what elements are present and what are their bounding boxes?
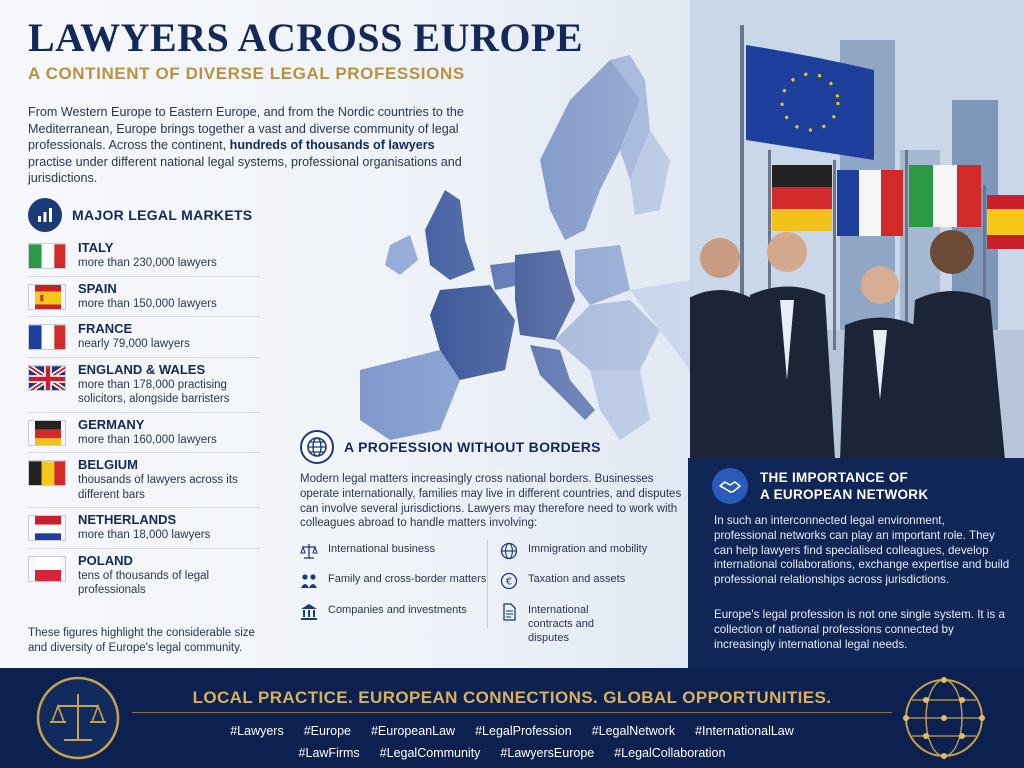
borders-heading — [300, 430, 601, 464]
market-desc: more than 160,000 lawyers — [78, 433, 217, 446]
hashtag: #LegalCollaboration — [614, 746, 726, 760]
markets-note: These figures highlight the considerable size and diversity of Europe's legal community. — [28, 627, 255, 654]
market-desc: more than 18,000 lawyers — [78, 529, 211, 541]
italy-flag-icon — [28, 243, 66, 269]
market-name: NETHERLANDS — [78, 512, 177, 527]
network-panel — [688, 458, 1024, 668]
market-item-germany — [28, 413, 260, 454]
network-paragraph-2: Europe's legal profession is not one single system. It is a collection of national professions connected by increasingly international legal needs. — [714, 608, 1005, 651]
topic-item — [300, 572, 486, 590]
footer-banner — [0, 668, 1024, 768]
market-item-belgium — [28, 453, 260, 508]
france-flag-icon — [28, 324, 66, 350]
market-name: POLAND — [78, 552, 133, 568]
hashtag: #LegalCommunity — [379, 746, 481, 760]
scales-icon — [300, 542, 318, 560]
markets-heading-text: MAJOR LEGAL MARKETS — [72, 207, 253, 223]
page-title: LAWYERS ACROSS EUROPE — [28, 15, 584, 60]
poland-flag-icon — [28, 556, 66, 582]
family-icon — [300, 572, 318, 590]
market-desc: tens of thousands of legal professionals — [78, 569, 210, 596]
footer-divider — [132, 712, 892, 713]
network-title — [760, 469, 928, 503]
hashtag: #Lawyers — [230, 724, 284, 738]
business-people-scene — [690, 0, 1024, 460]
belgium-flag-icon — [28, 460, 66, 486]
germany-flag-icon — [28, 420, 66, 446]
markets-list — [28, 236, 260, 603]
hashtag: #LawyersEurope — [500, 746, 595, 760]
network-title-line2: A EUROPEAN NETWORK — [760, 487, 929, 502]
intro-text-end: practise under different national legal systems, professional organisations and jurisdictions. — [28, 154, 462, 185]
handshake-icon — [712, 468, 748, 504]
market-item-poland — [28, 549, 260, 603]
uk-flag-icon — [28, 365, 66, 391]
borders-paragraph: Modern legal matters increasingly cross national borders. Businesses operate internationally, families may live in different countries, and disputes can involve several jurisdictions. Lawyers may therefore need to work with colleagues abroad to handle matters involving: — [300, 473, 682, 530]
network-paragraph-1: In such an interconnected legal environment, professional networks can play an important role. They can help lawyers find specialised colleagues, develop international collaborations, exchange expertise and build professional relationships across jurisdictions. — [714, 514, 1010, 587]
market-item-netherlands — [28, 508, 260, 549]
market-name: GERMANY — [78, 416, 145, 432]
topic-item — [300, 603, 467, 621]
topic-label: Immigration and mobility — [528, 543, 648, 555]
bar-chart-icon — [28, 198, 62, 232]
intro-text-highlight: hundreds of thousands of lawyers — [229, 138, 435, 152]
hashtag: #Europe — [303, 724, 351, 738]
market-item-italy — [28, 236, 260, 277]
markets-heading — [28, 198, 252, 232]
market-name: FRANCE — [78, 321, 133, 336]
hashtag: #LegalNetwork — [591, 724, 676, 738]
market-item-spain — [28, 277, 260, 318]
topic-item — [500, 572, 625, 590]
topic-item — [500, 603, 630, 645]
topic-label: Companies and investments — [328, 604, 467, 616]
topics-divider — [487, 540, 488, 628]
market-name: ITALY — [78, 240, 114, 255]
topic-item — [500, 542, 647, 560]
market-desc: more than 150,000 lawyers — [78, 297, 217, 310]
network-heading — [712, 468, 928, 504]
market-desc: nearly 79,000 lawyers — [78, 338, 190, 350]
market-desc: more than 230,000 lawyers — [78, 257, 217, 269]
topic-item — [300, 542, 435, 560]
bank-icon — [300, 603, 318, 621]
network-globe-emblem — [900, 674, 988, 762]
svg-text:€: € — [505, 576, 513, 588]
hashtag: #EuropeanLaw — [370, 724, 456, 738]
intro-text-start: From Western Europe to Eastern Europe, and from the Nordic countries to the Mediterranean, Europe brings together a vast and diverse community of legal professionals. Across the continent, — [28, 105, 464, 152]
topic-label: International business — [328, 543, 436, 555]
network-title-line1: THE IMPORTANCE OF — [760, 470, 909, 485]
market-name: ENGLAND & WALES — [78, 361, 206, 377]
footer-slogan: LOCAL PRACTICE. EUROPEAN CONNECTIONS. GLOBAL OPPORTUNITIES. — [192, 688, 832, 707]
topic-label: Family and cross-border matters — [328, 573, 487, 585]
netherlands-flag-icon — [28, 515, 66, 541]
market-desc: more than 178,000 practising solicitors, alongside barristers — [78, 378, 230, 405]
topics-list — [300, 540, 680, 644]
market-name: BELGIUM — [78, 457, 138, 472]
page-subtitle: A CONTINENT OF DIVERSE LEGAL PROFESSIONS — [28, 64, 465, 83]
market-name: SPAIN — [78, 280, 117, 296]
hashtag: #LegalProfession — [475, 724, 572, 738]
document-icon — [500, 603, 518, 621]
hashtags-row-2 — [140, 746, 884, 760]
globe-icon — [300, 430, 334, 464]
market-desc: thousands of lawyers across its different bars — [78, 474, 238, 501]
topic-label: Taxation and assets — [528, 573, 626, 585]
intro-paragraph — [28, 104, 468, 187]
spain-flag-icon — [28, 284, 66, 310]
market-item-france — [28, 317, 260, 358]
topic-label: International contracts and disputes — [528, 604, 595, 644]
hashtag: #InternationalLaw — [695, 724, 794, 738]
globe-icon — [500, 542, 518, 560]
hashtag: #LawFirms — [298, 746, 360, 760]
hashtags-row-1 — [140, 724, 884, 738]
borders-heading-text: A PROFESSION WITHOUT BORDERS — [344, 439, 601, 455]
euro-icon — [500, 572, 518, 590]
market-item-england-wales — [28, 358, 260, 413]
